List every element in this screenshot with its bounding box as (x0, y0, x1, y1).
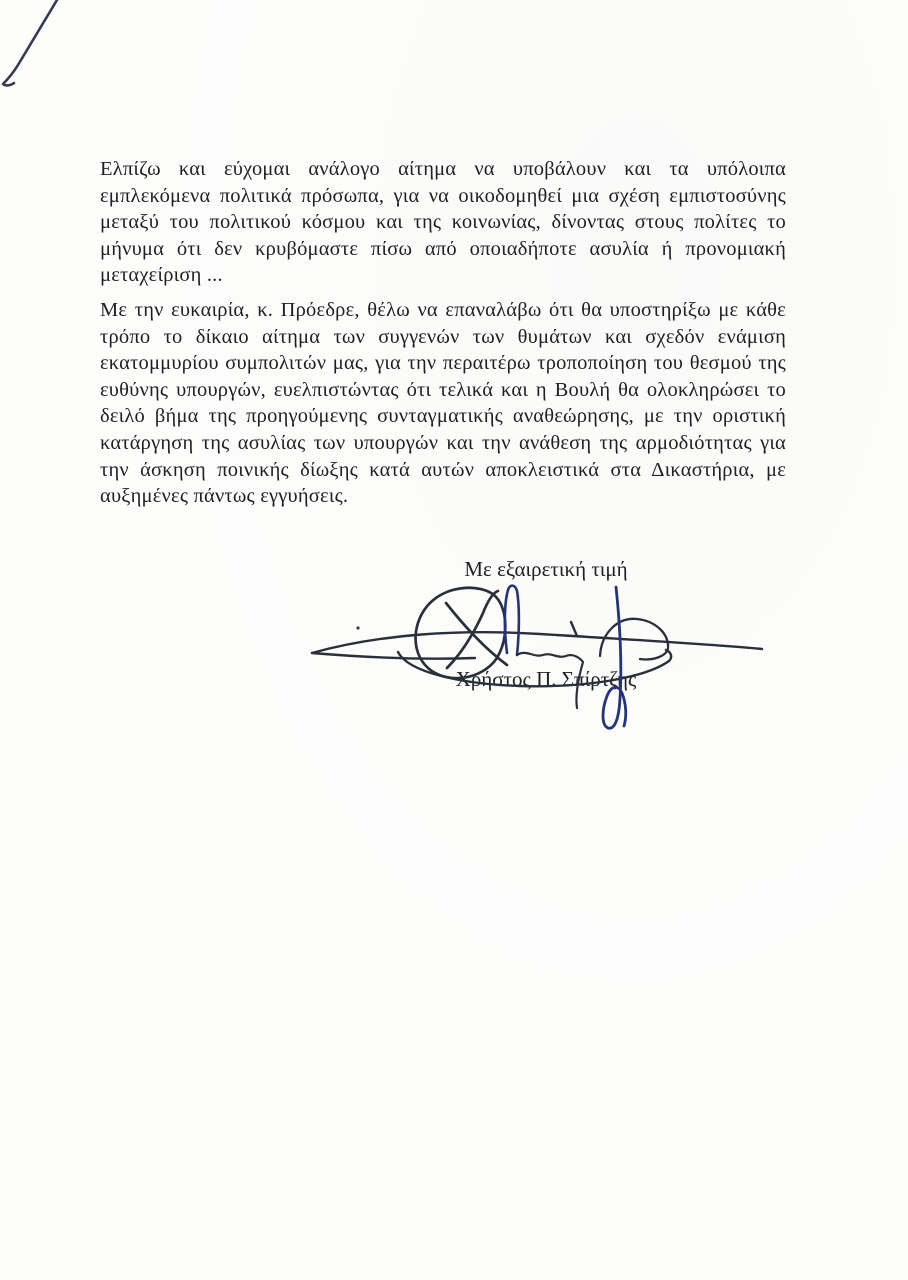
closing-salutation: Με εξαιρετική τιμή (464, 557, 628, 581)
signature-stroke-tall-vertical (603, 587, 626, 728)
signatory-name: Χρήστος Π. Σπίρτζης (455, 667, 637, 691)
paragraph-2: Με την ευκαιρία, κ. Πρόεδρε, θέλω να επαναλάβω ότι θα υποστηρίξω με κάθε τρόπο το δίκαιο αίτημα των συγγενών των θυμάτων και σχεδόν ενάμιση εκατομμυρίου συμπολιτών μας, για την περαιτέρω τροποποίηση του θεσμού της ευθύνης υπουργών, ευελπιστώντας ότι τελικά και η Βουλή θα ολοκληρώσει το δειλό βήμα της προηγούμενης συνταγματικής αναθεώρησης, με την οριστική κατάργηση της ασυλίας των υπουργών και την ανάθεση της αρμοδιότητας για την άσκηση ποινικής δίωξης κατά αυτών αποκλειστικά στα Δικαστήρια, με αυξημένες πάντως εγγυήσεις. (100, 298, 786, 508)
signature-stroke-tick (571, 622, 577, 636)
signature-ink-dot (356, 626, 359, 629)
signature-stroke-sweep-return (312, 653, 475, 659)
signature-stroke-hump-arc (600, 619, 668, 660)
paragraph-1: Ελπίζω και εύχομαι ανάλογο αίτημα να υποβάλουν και τα υπόλοιπα εμπλεκόμενα πολιτικά πρόσωπα, για να οικοδομηθεί μια σχέση εμπιστοσύνης μεταξύ του πολιτικού κόσμου και της κοινωνίας, δίνοντας στους πολίτες το μήνυμα ότι δεν κρυβόμαστε πίσω από οποιαδήποτε ασυλία ή προνομιακή μεταχείριση ... (100, 158, 786, 287)
signature-stroke-circle-loop (416, 588, 506, 678)
letter-body (100, 156, 786, 510)
signature-stroke-long-sweep (312, 632, 762, 653)
signature-stroke-chi-b (447, 591, 498, 668)
corner-pen-mark (3, 0, 57, 85)
signature-stroke-chi-a (446, 603, 507, 665)
signature-stroke-hairpin-loop (505, 586, 519, 655)
